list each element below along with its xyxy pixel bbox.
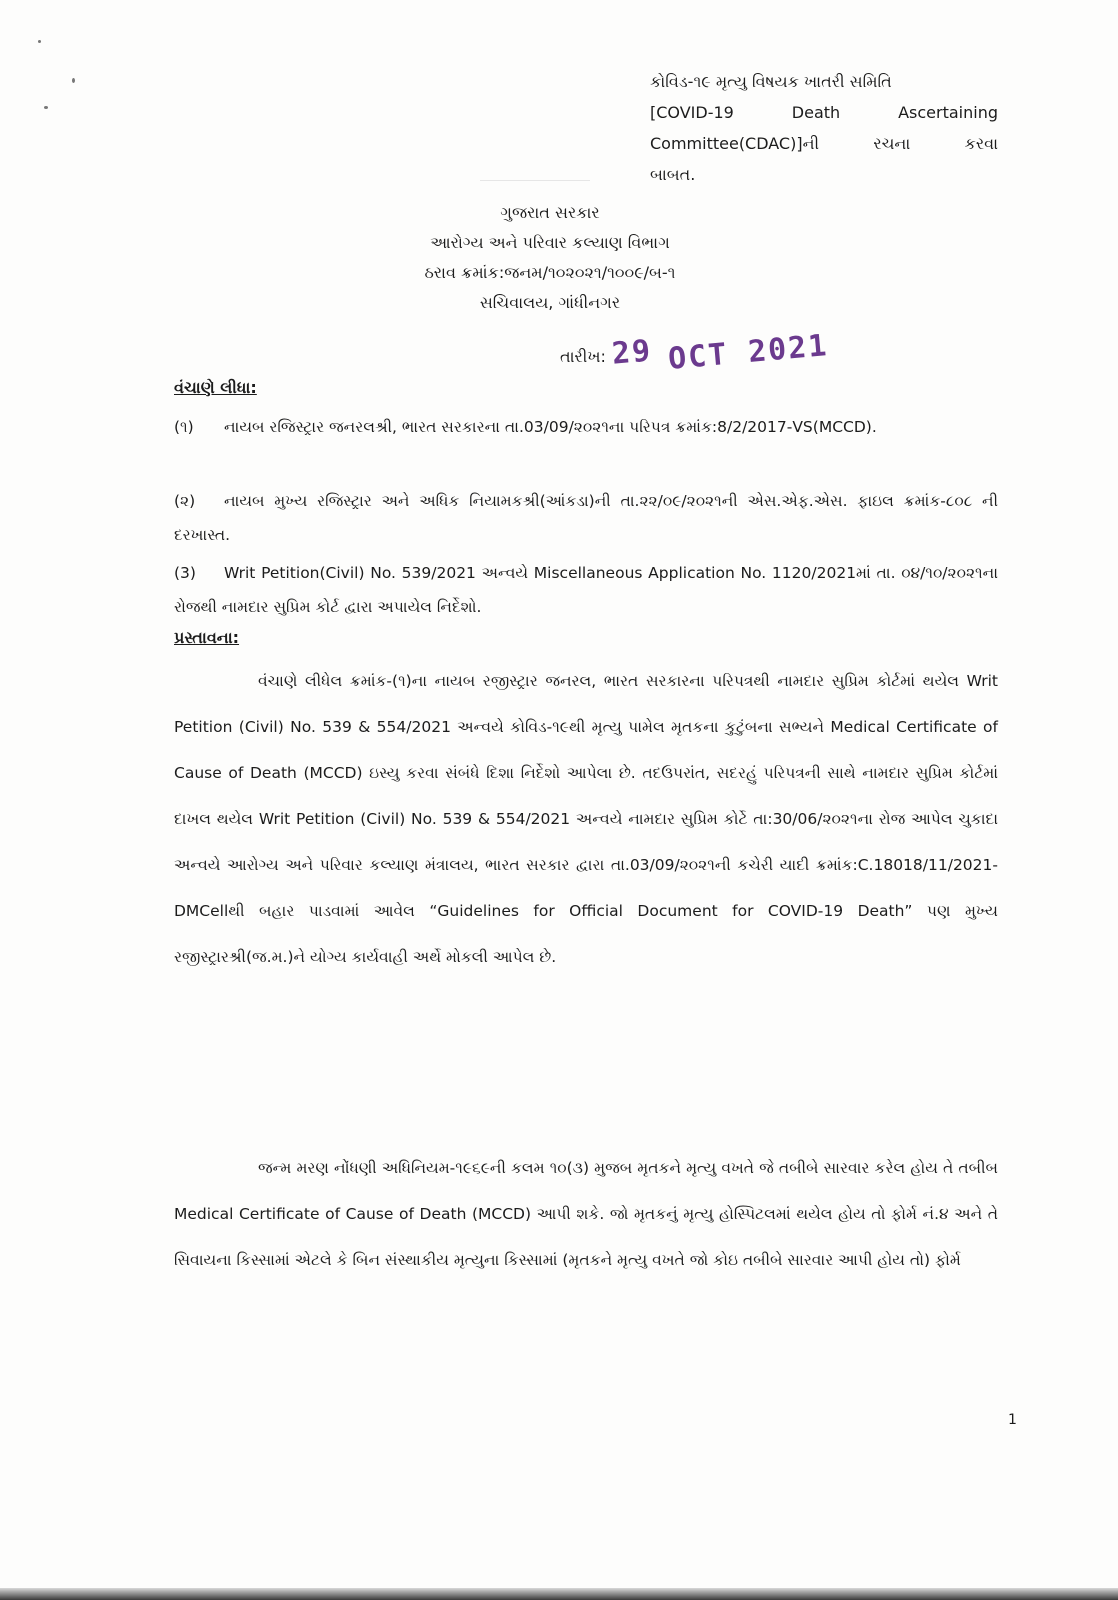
scan-speck — [38, 40, 41, 43]
subject-line-3: Committee(CDAC)]ની રચના કરવા — [650, 134, 998, 153]
scan-mark — [480, 180, 590, 181]
scan-speck — [44, 106, 48, 109]
reference-2 — [174, 484, 998, 552]
page-number: 1 — [1008, 1412, 1017, 1428]
resolution-number: ઠરાવ ક્રમાંક:જનમ/૧૦૨૦૨૧/૧૦૦૯/બ-૧ — [424, 263, 676, 282]
preamble-paragraph-1: વંચાણે લીધેલ ક્રમાંક-(૧)ના નાયબ રજીસ્ટ્રાર જનરલ, ભારત સરકારના પરિપત્રથી નામદાર સુપ્રિમ કોર્ટમાં થયેલ Writ Petition (Civil) No. 539 & 554/2021 અન્વયે કોવિડ-૧૯થી મૃત્યુ પામેલ મૃતકના કુટુંબના સભ્યને Medical Certificate of Cause of Death (MCCD) ઇસ્યુ કરવા સંબંધે દિશા નિર્દેશો આપેલા છે. તદઉપરાંત, સદરહું પરિપત્રની સાથે નામદાર સુપ્રિમ કોર્ટમાં દાખલ થયેલ Writ Petition (Civil) No. 539 & 554/2021 અન્વયે નામદાર સુપ્રિમ કોર્ટે તા:30/06/૨૦૨૧ના રોજ આપેલ ચુકાદા અન્વયે આરોગ્ય અને પરિવાર કલ્યાણ મંત્રાલય, ભારત સરકાર દ્વારા તા.03/09/૨૦૨૧ની કચેરી યાદી ક્રમાંક:C.18018/11/2021-DMCellથી બહાર પાડવામાં આવેલ “Guidelines for Official Document for COVID-19 Death” પણ મુખ્ય રજીસ્ટ્રારશ્રી(જ.મ.)ને યોગ્ય કાર્યવાહી અર્થે મોકલી આપેલ છે. — [174, 672, 998, 966]
government-name: ગુજરાત સરકાર — [500, 203, 600, 222]
reference-number: (૨) — [174, 492, 196, 510]
subject-line-1: કોવિડ-૧૯ મૃત્યુ વિષયક ખાતરી સમિતિ — [650, 72, 892, 91]
preamble-paragraph-2: જન્મ મરણ નોંધણી અધિનિયમ-૧૯૬૯ની કલમ ૧૦(૩) મુજબ મૃતકને મૃત્યુ વખતે જે તબીબે સારવાર કરેલ હોય તે તબીબ Medical Certificate of Cause of Death (MCCD) આપી શકે. જો મૃતકનું મૃત્યુ હોસ્પિટલમાં થયેલ હોય તો ફોર્મ નં.૪ અને તે સિવાયના કિસ્સામાં એટલે કે બિન સંસ્થાકીય મૃત્યુના કિસ્સામાં (મૃતકને મૃત્યુ વખતે જો કોઇ તબીબે સારવાર આપી હોય તો) ફોર્મ — [174, 1159, 998, 1269]
reference-text: નાયબ રજિસ્ટ્રાર જનરલશ્રી, ભારત સરકારના તા.03/09/૨૦૨૧ના પરિપત્ર ક્રમાંક:8/2/2017-VS(MCCD). — [224, 418, 877, 436]
reference-text: Writ Petition(Civil) No. 539/2021 અન્વયે Miscellaneous Application No. 1120/2021માં તા. ૦૪/૧૦/૨૦૨૧ના રોજથી નામદાર સુપ્રિમ કોર્ટ દ્વારા અપાયેલ નિર્દેશો. — [174, 564, 998, 616]
place: સચિવાલય, ગાંધીનગર — [479, 293, 621, 312]
subject-line-2: [COVID-19 Death Ascertaining — [650, 103, 998, 122]
subject-block — [650, 66, 998, 190]
read-heading: વંચાણે લીધા: — [174, 378, 257, 397]
date-stamp-month-year: OCT 2021 — [666, 328, 830, 377]
date-label: તારીખ: — [560, 347, 606, 366]
department-name: આરોગ્ય અને પરિવાર કલ્યાણ વિભાગ — [430, 233, 670, 252]
scan-bottom-edge — [0, 1588, 1118, 1600]
date-stamp-day: 29 — [610, 333, 654, 372]
reference-text: નાયબ મુખ્ય રજિસ્ટ્રાર અને અધિક નિયામકશ્રી(આંકડા)ની તા.૨૨/૦૯/૨૦૨૧ની એસ.એફ.એસ. ફાઇલ ક્રમાંક-૮૦૮ ની દરખાસ્ત. — [174, 492, 998, 544]
reference-3 — [174, 556, 998, 624]
scan-speck — [72, 78, 75, 83]
subject-line-4: બાબત. — [650, 165, 696, 184]
date-line — [560, 328, 830, 377]
reference-1 — [174, 410, 998, 444]
reference-number: (૧) — [174, 418, 194, 436]
document-header — [300, 198, 800, 318]
preamble-heading: પ્રસ્તાવના: — [174, 628, 240, 647]
reference-number: (3) — [174, 564, 196, 582]
